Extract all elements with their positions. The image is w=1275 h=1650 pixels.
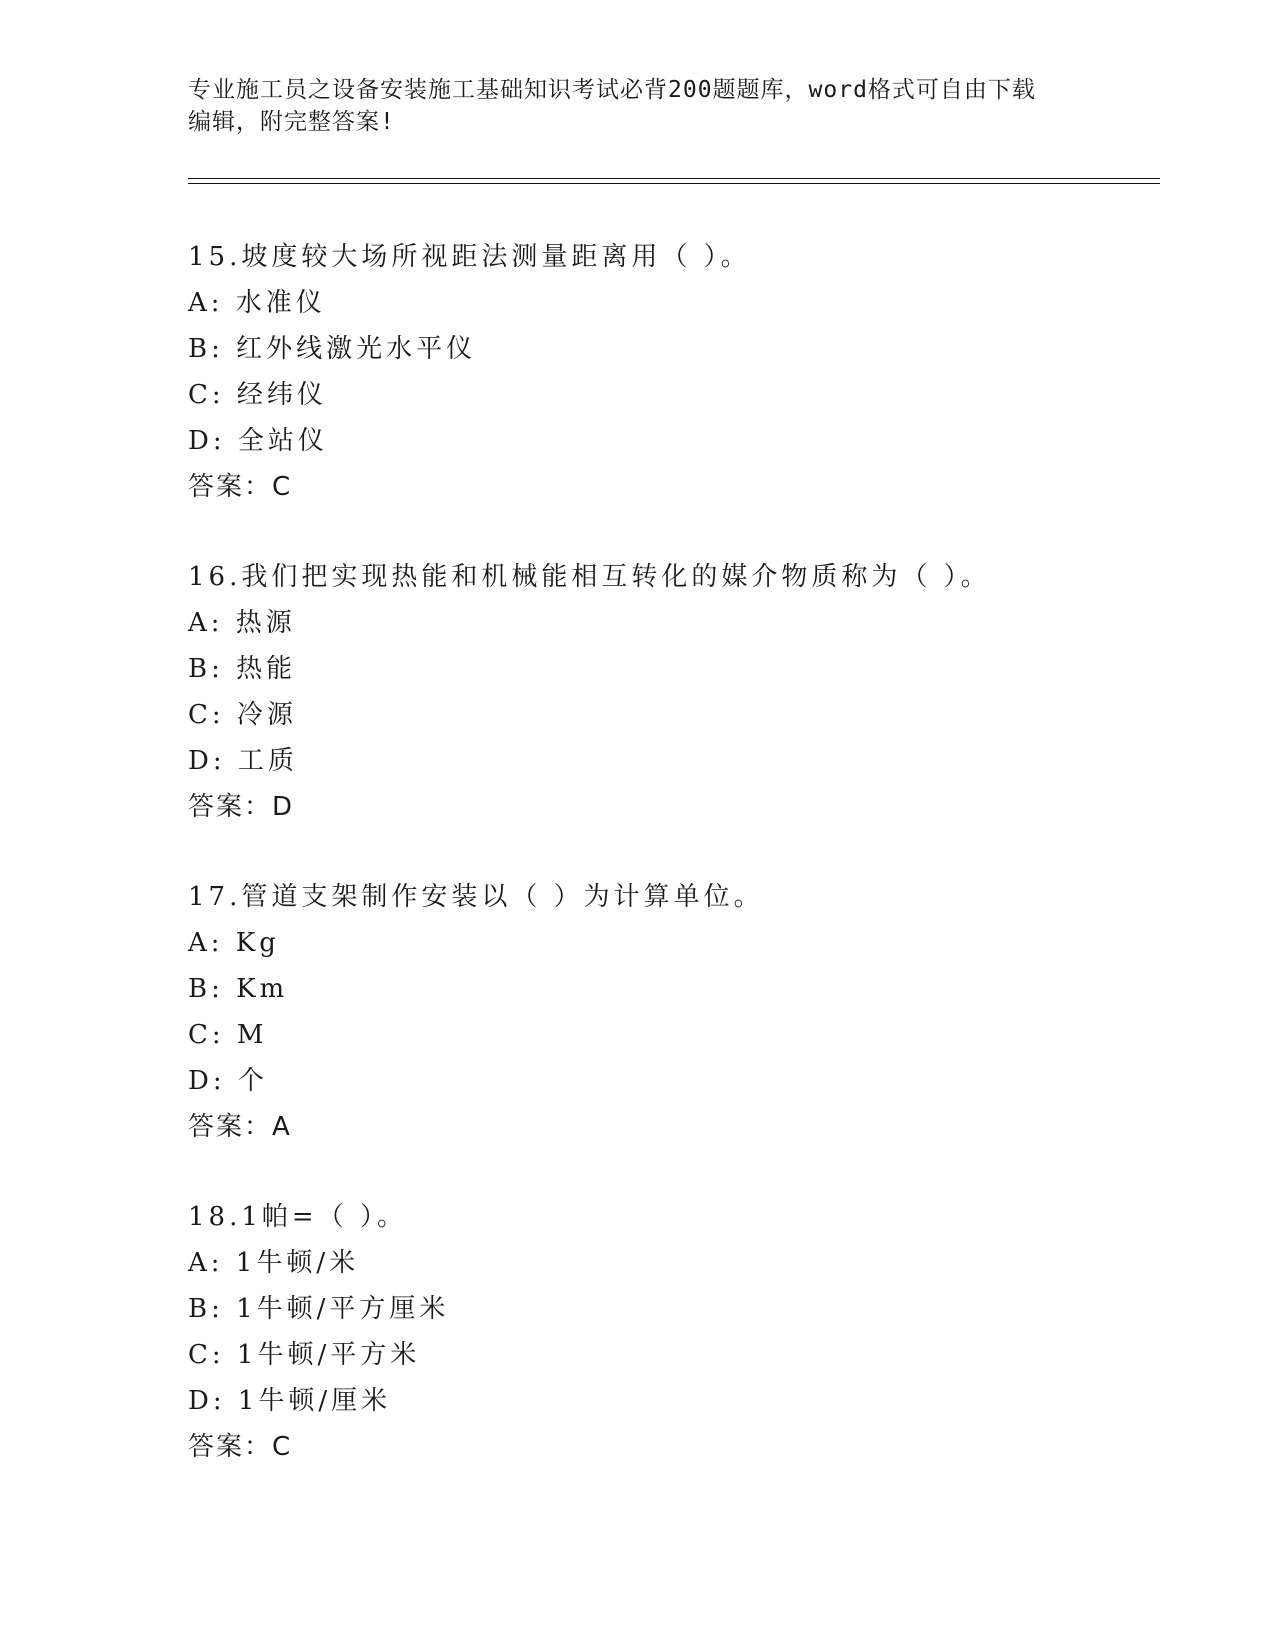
option-d: D: 个 — [188, 1066, 268, 1096]
answer: 答案：D — [188, 792, 295, 822]
option-c: C: 经纬仪 — [188, 380, 327, 410]
question-stem: 17.管道支架制作安装以（ ）为计算单位。 — [188, 882, 764, 912]
question-15 — [188, 234, 1188, 510]
option-c: C: 冷源 — [188, 700, 297, 730]
question-18 — [188, 1194, 1188, 1470]
answer: 答案：C — [188, 472, 293, 502]
option-a: A: 热源 — [188, 608, 296, 638]
option-a: A: 水准仪 — [188, 288, 326, 318]
option-d: D: 全站仪 — [188, 426, 328, 456]
question-stem: 18.1帕=（ ）。 — [188, 1202, 407, 1232]
option-a: A: Kg — [188, 928, 280, 958]
option-b: B: Km — [188, 974, 289, 1004]
answer: 答案：C — [188, 1432, 293, 1462]
header-title-line-1: 专业施工员之设备安装施工基础知识考试必背200题题库，word格式可自由下载 — [188, 77, 1036, 103]
document-header — [188, 74, 1068, 138]
question-stem: 15.坡度较大场所视距法测量距离用（ ）。 — [188, 242, 751, 272]
question-stem: 16.我们把实现热能和机械能相互转化的媒介物质称为（ ）。 — [188, 562, 991, 592]
question-16 — [188, 554, 1188, 830]
option-b: B: 红外线激光水平仪 — [188, 334, 477, 364]
option-c: C: M — [188, 1020, 268, 1050]
question-17 — [188, 874, 1188, 1150]
option-d: D: 1牛顿/厘米 — [188, 1386, 392, 1416]
option-c: C: 1牛顿/平方米 — [188, 1340, 421, 1370]
option-d: D: 工质 — [188, 746, 298, 776]
header-divider-bottom — [188, 183, 1160, 184]
header-title-line-2: 编辑，附完整答案! — [188, 109, 395, 135]
answer: 答案：A — [188, 1112, 292, 1142]
option-b: B: 热能 — [188, 654, 297, 684]
option-a: A: 1牛顿/米 — [188, 1248, 360, 1278]
header-divider-top — [188, 178, 1160, 179]
option-b: B: 1牛顿/平方厘米 — [188, 1294, 450, 1324]
